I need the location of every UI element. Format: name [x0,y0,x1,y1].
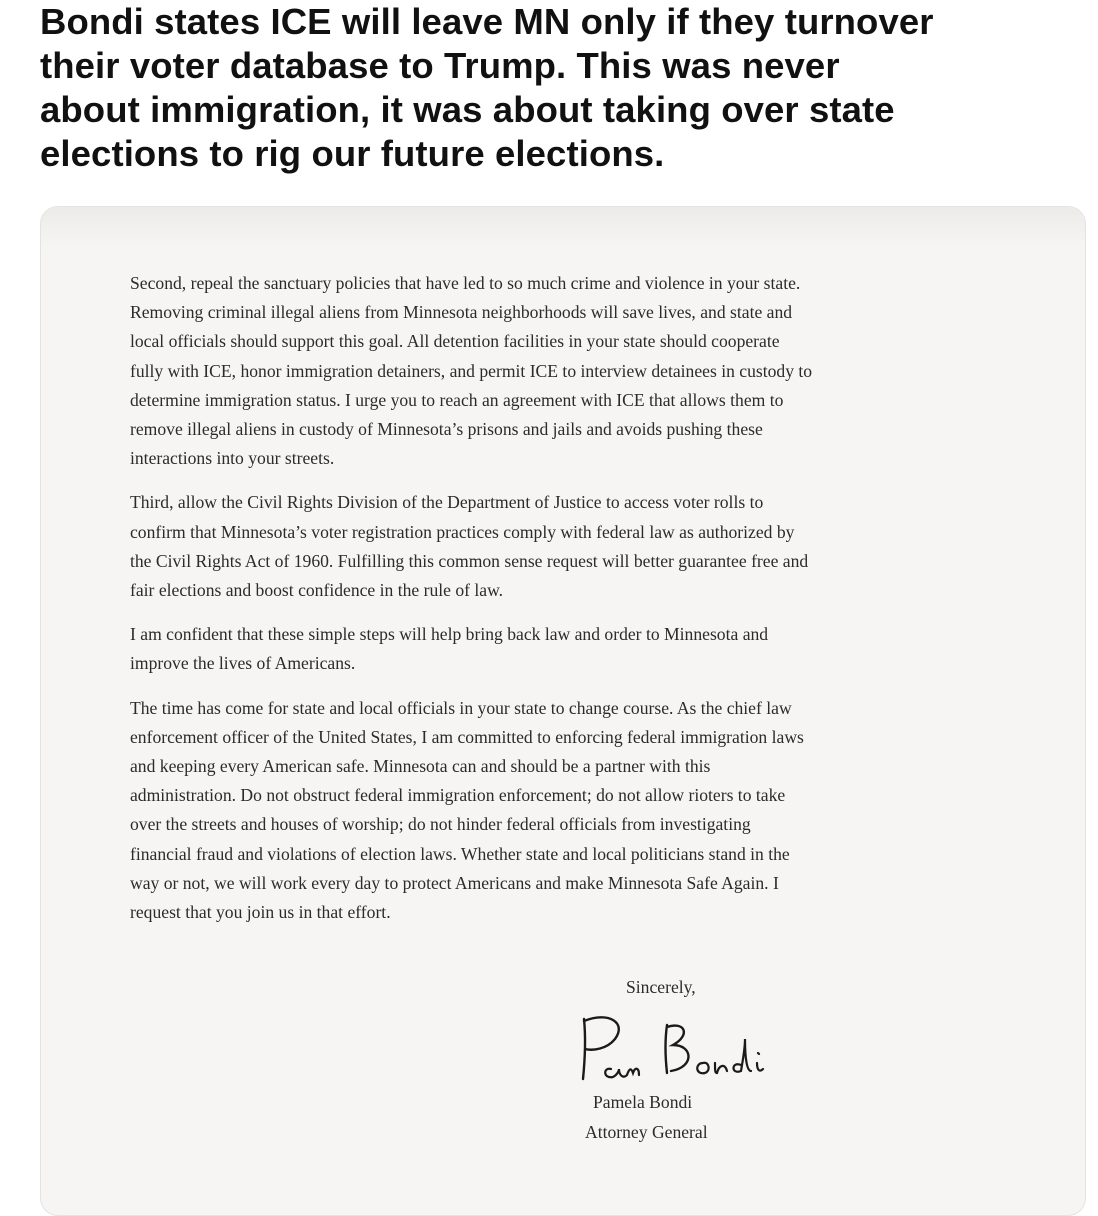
letter-line: determine immigration status. I urge you to reach an agreement with ICE that allows them to [130,389,784,410]
letter-body [130,269,1030,942]
letter-line: improve the lives of Americans. [130,653,356,674]
letter-line: remove illegal aliens in custody of Minnesota’s prisons and jails and avoids pushing these [130,419,763,440]
signer-title: Attorney General [585,1122,708,1142]
letter-line: and keeping every American safe. Minnesota can and should be a partner with this [130,756,711,777]
letter-line: fair elections and boost confidence in the rule of law. [130,580,504,601]
letter-paragraph [130,488,1030,605]
letter-line: Second, repeal the sanctuary policies that have led to so much crime and violence in your state. [130,273,801,293]
post-text-line: Bondi states ICE will leave MN only if they turnover [40,1,934,42]
letter-line: enforcement officer of the United States, I am committed to enforcing federal immigration laws [130,726,804,747]
letter-line: The time has come for state and local officials in your state to change course. As the chief law [130,697,792,718]
letter-line: fully with ICE, honor immigration detainers, and permit ICE to interview detainees in custody to [130,360,813,381]
letter-paragraph [130,269,1030,473]
letter-line: local officials should support this goal. All detention facilities in your state should cooperate [130,331,780,352]
letter-line: the Civil Rights Act of 1960. Fulfilling this common sense request will better guarantee free and [130,550,809,571]
post-text-line: their voter database to Trump. This was never [40,45,840,86]
letter-line: interactions into your streets. [130,448,335,469]
letter-paragraph [130,620,1030,678]
letter-paragraph [130,694,1030,928]
post-text-line: about immigration, it was about taking over state [40,89,895,130]
letter-line: Removing criminal illegal aliens from Minnesota neighborhoods will save lives, and state and [130,302,793,323]
letter-line: request that you join us in that effort. [130,902,391,923]
image-shading [41,207,1085,247]
letter-line: way or not, we will work every day to protect Americans and make Minnesota Safe Again. I [130,872,779,893]
post-text [40,0,1070,176]
handwritten-signature [569,1009,779,1099]
letter-line: over the streets and houses of worship; do not hinder federal officials from investigating [130,814,751,835]
letter-line: administration. Do not obstruct federal immigration enforcement; do not allow rioters to take [130,785,786,806]
signer-name: Pamela Bondi [593,1092,693,1112]
letter-line: financial fraud and violations of election laws. Whether state and local politicians stand in the [130,843,790,864]
letter-line: Third, allow the Civil Rights Division of the Department of Justice to access voter rolls to [130,492,764,513]
letter-line: I am confident that these simple steps will help bring back law and order to Minnesota and [130,624,769,645]
letter-image[interactable] [40,206,1086,1216]
letter-closing: Sincerely, [626,977,696,997]
letter-line: confirm that Minnesota’s voter registration practices comply with federal law as authorized by [130,521,795,542]
post-text-line: elections to rig our future elections. [40,133,665,174]
